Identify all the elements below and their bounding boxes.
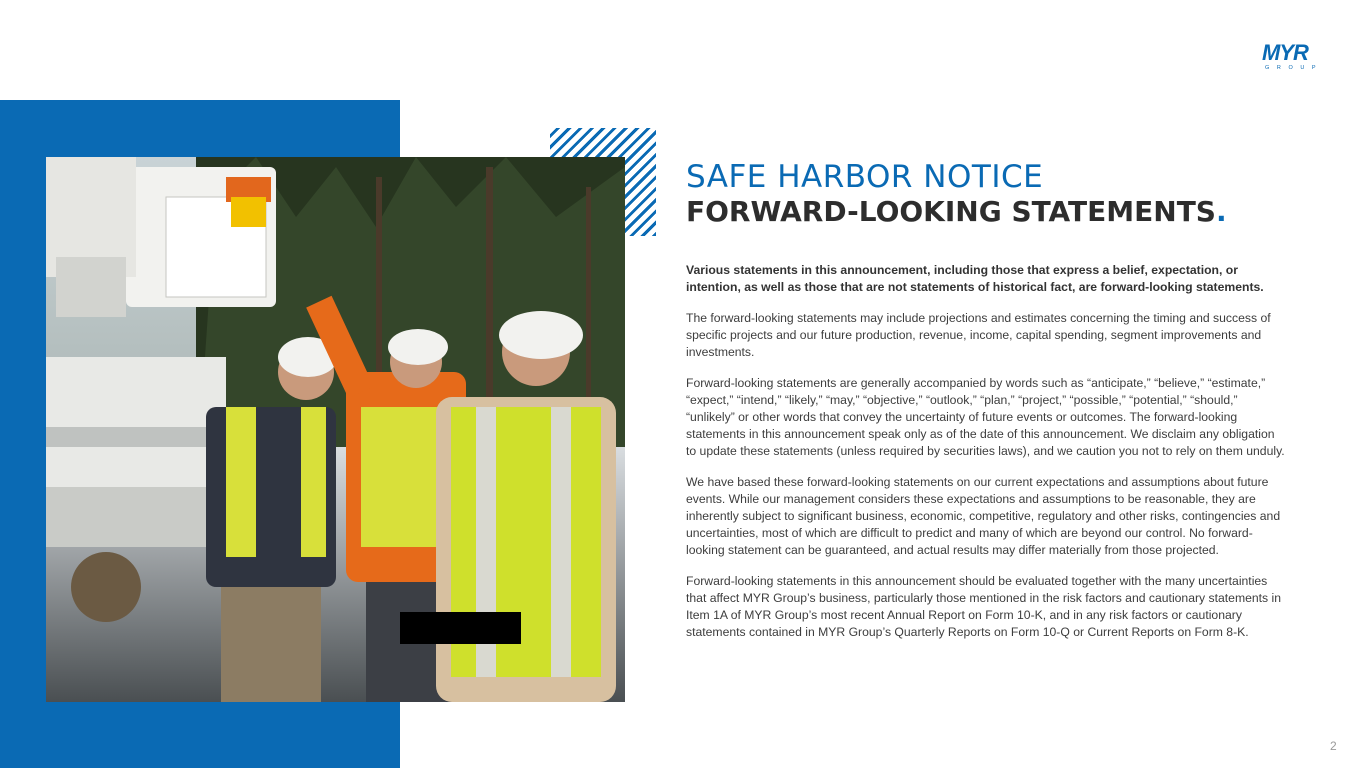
notice-body bbox=[686, 262, 1286, 655]
page-title-text: FORWARD-LOOKING STATEMENTS bbox=[686, 195, 1216, 228]
section-title: SAFE HARBOR NOTICE bbox=[686, 159, 1044, 195]
paragraph-projections: The forward-looking statements may include projections and estimates concerning the timing and success of specific projects and our future production, revenue, income, capital spending, segment improvements and investments. bbox=[686, 311, 1271, 359]
paragraph-assumptions: We have based these forward-looking statements on our current expectations and assumptions about future events. While our management considers these expectations and assumptions to be reasonable, they are inherently subject to significant business, economic, competitive, regulatory and other risks, contingencies and uncertainties, most of which are difficult to predict and many of which are beyond our control. No forward-looking statement can be guaranteed, and actual results may differ materially from those projected. bbox=[686, 475, 1281, 557]
page-number: 2 bbox=[1330, 739, 1337, 753]
logo-mark: MYR bbox=[1262, 40, 1308, 65]
utility-workers-photo bbox=[46, 157, 625, 702]
lead-paragraph: Various statements in this announcement, including those that express a belief, expectation, or intention, as well as those that are not statements of historical fact, are forward-looking statements. bbox=[686, 263, 1264, 294]
page-title bbox=[686, 195, 1227, 229]
paragraph-risk-factors: Forward-looking statements in this announcement should be evaluated together with the many uncertainties that affect MYR Group’s business, particularly those mentioned in the risk factors and cautionary statements in Item 1A of MYR Group’s most recent Annual Report on Form 10-K, and in any risk factors or cautionary statements contained in MYR Group’s Quarterly Reports on Form 10-Q or Current Reports on Form 8-K. bbox=[686, 574, 1282, 639]
paragraph-keywords: Forward-looking statements are generally accompanied by words such as “anticipate,” “believe,” “estimate,” “expect,” “intend,” “likely,” “may,” “objective,” “outlook,” “plan,” “project,” “possible,” “potential,” “should,” “unlikely” or other words that convey the uncertainty of future events or outcomes. The forward-looking statements in this announcement speak only as of the date of this announcement. We disclaim any obligation to update these statements (unless required by securities laws), and we caution you not to rely on them unduly. bbox=[686, 376, 1285, 458]
myr-group-logo bbox=[1262, 42, 1324, 74]
logo-subtitle: GROUP bbox=[1265, 65, 1324, 71]
title-accent-period: . bbox=[1215, 195, 1227, 228]
